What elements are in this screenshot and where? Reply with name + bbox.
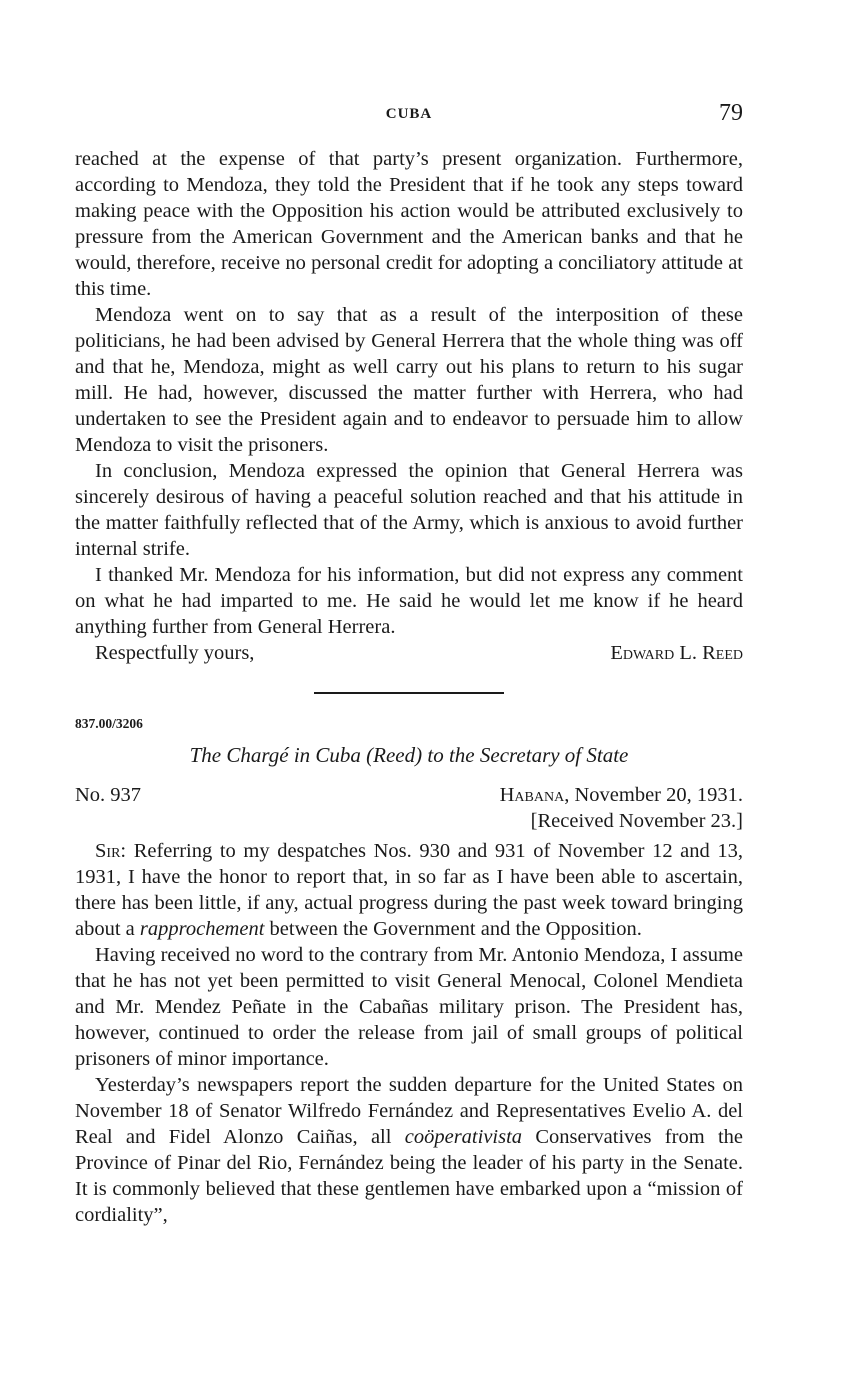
body-text [75,146,743,1228]
closing-salutation: Respectfully yours, [95,642,255,664]
salutation: Sir [95,840,121,862]
despatch-paragraph-2: Having received no word to the contrary from Mr. Antonio Mendoza, I assume that he has not yet been permitted to visit General Menocal, Colonel Mendieta and Mr. Mendez Peñate in the Cabañas military prison. The President has, however, continued to order the release from jail of small groups of political prisoners of minor importance. [75,944,743,1070]
running-head [75,100,743,130]
letter1-paragraph-2: Mendoza went on to say that as a result of the interposition of these politicians, he had been advised by General Herrera that the whole thing was off and that he, Mendoza, might as well carry out his plans to return to his sugar mill. He had, however, discussed the matter further with Herrera, who had undertaken to see the President again and to endeavor to persuade him to allow Mendoza to visit the prisoners. [75,304,743,456]
p3-part2: Conservatives from the Province of Pinar del Rio, Fernández being the leader of his party in the Senate. It is commonly believed that these gentlemen have embarked upon a “mission of cordiality”, [75,1126,743,1226]
title-name: Reed [373,743,416,767]
running-title: CUBA [385,106,433,122]
p3-italic: coöperativista [404,1126,523,1148]
p1-part2: between the Government and the Opposition. [264,918,642,940]
section-divider [314,692,504,694]
title-tail: ) to the Secretary of State [415,743,629,767]
letter1-paragraph-1: reached at the expense of that party’s present organization. Furthermore, according to Mendoza, they told the President that if he took any steps toward making peace with the Opposition his action would be attributed exclusively to pressure from the American Government and the American banks and that he would, therefore, receive no personal credit for adopting a conciliatory attitude at this time. [75,148,743,300]
p1-italic: rapprochement [139,918,265,940]
dateline [500,782,743,808]
dateline-date: , November 20, 1931. [564,784,743,806]
signature: Edward L. Reed [610,642,743,664]
letter1-paragraph-4: I thanked Mr. Mendoza for his information, but did not express any comment on what he had imparted to me. He said he would let me know if he heard anything further from General Herrera. [75,564,743,638]
received-date: [Received November 23.] [530,810,743,832]
p3-part1: Yesterday’s newspapers report the sudden departure for the United States on November 18 of Senator Wilfredo Fernández and Representatives Evelio A. del Real and Fidel Alonzo Caiñas, all [75,1074,743,1148]
title-lead: The Chargé in Cuba ( [189,743,374,767]
despatch-number: No. 937 [75,784,142,806]
document-title [75,740,743,770]
p1-part1: : Referring to my despatches Nos. 930 and 931 of November 12 and 13, 1931, I have the honor to report that, in so far as I have been able to ascertain, there has been little, if any, actual progress during the past week toward bringing about a [75,840,743,940]
despatch-paragraph-1 [75,838,743,942]
letter1-paragraph-3: In conclusion, Mendoza expressed the opinion that General Herrera was sincerely desirous of having a peaceful solution reached and that his attitude in the matter faithfully reflected that of the Army, which is anxious to avoid further internal strife. [75,460,743,560]
dateline-place: Habana [499,784,565,806]
letter1-closing [75,640,743,666]
file-number: 837.00/3206 [75,716,143,731]
despatch-paragraph-3 [75,1072,743,1228]
despatch-header [75,782,743,808]
page-number: 79 [719,100,743,126]
